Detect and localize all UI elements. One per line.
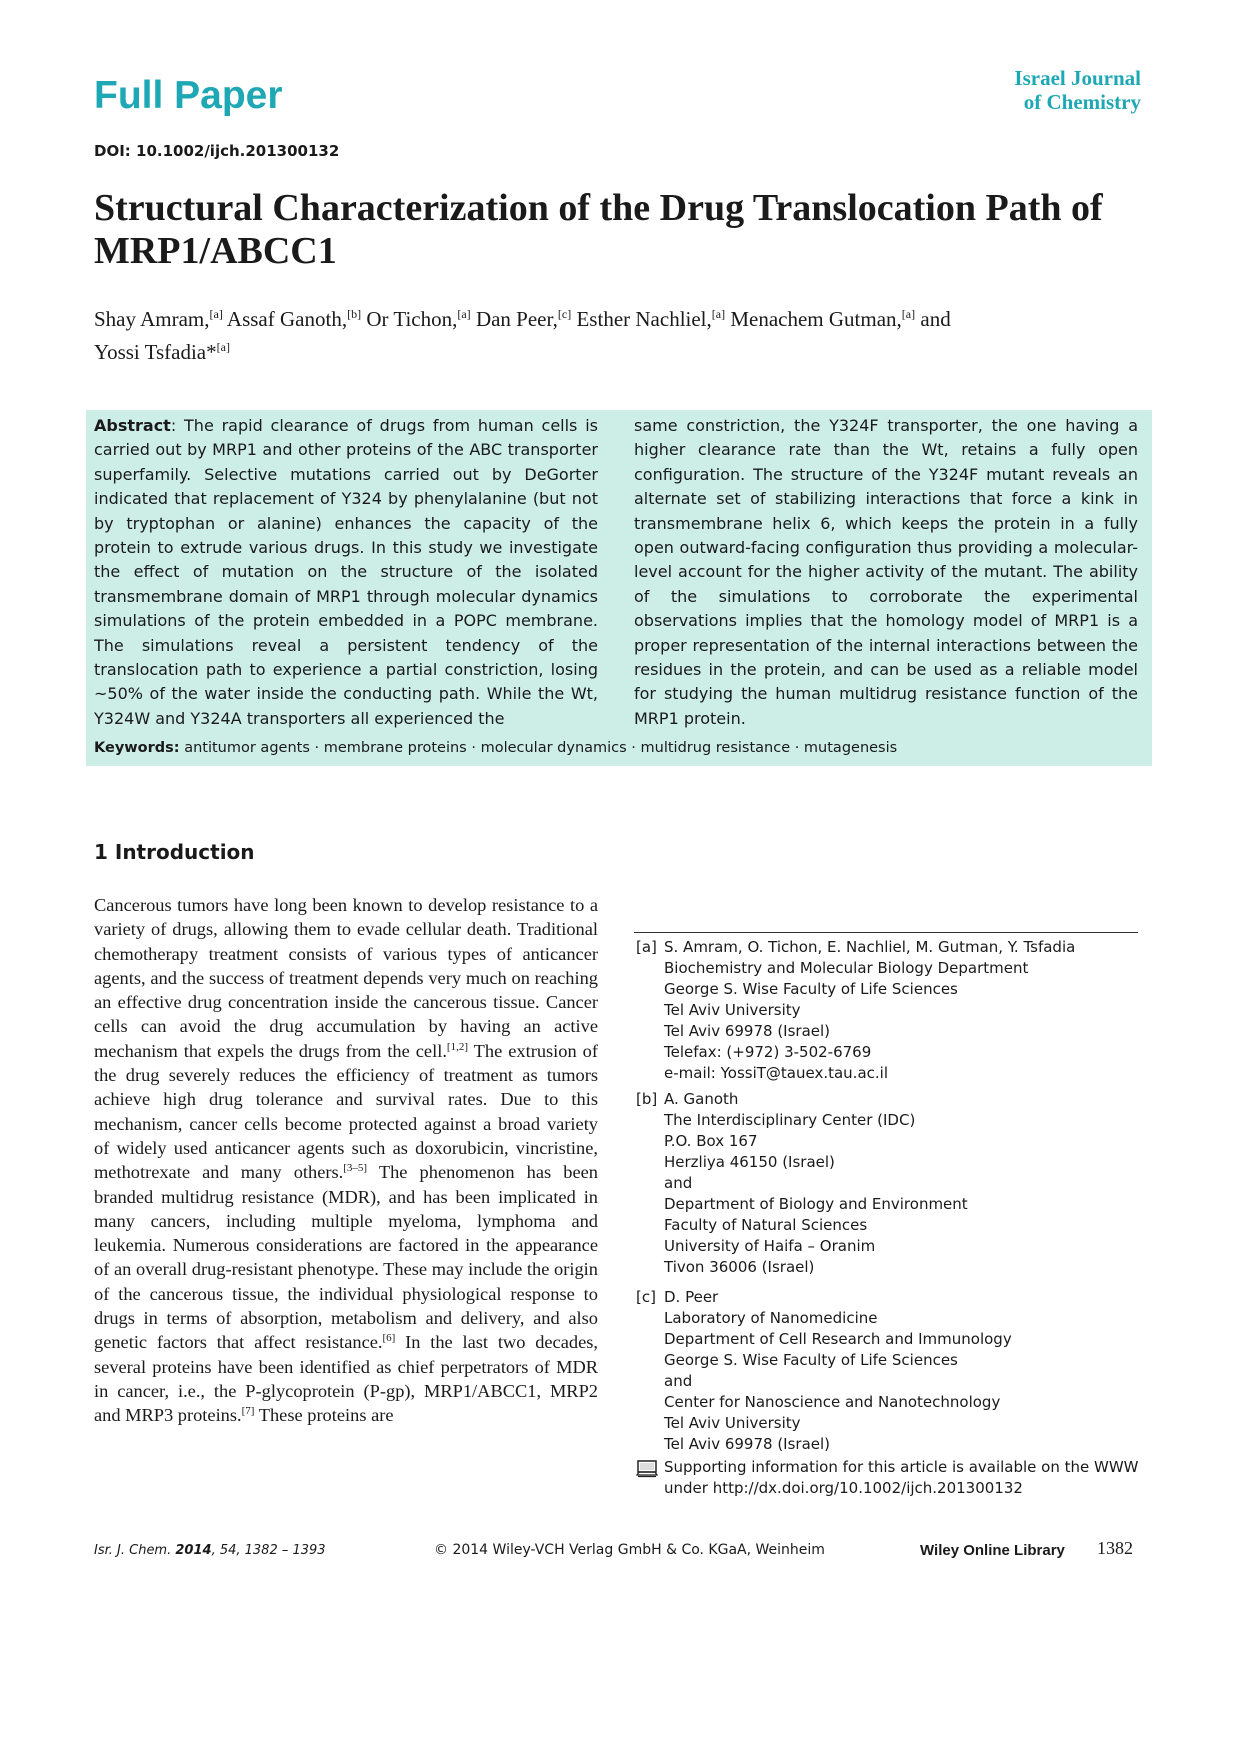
affiliation-marker: [a] (457, 307, 471, 321)
keywords-list: antitumor agents · membrane proteins · molecular dynamics · multidrug resistance · mutagenesis (179, 740, 898, 756)
affiliation-line: P.O. Box 167 (664, 1132, 758, 1150)
affiliation-marker: [c] (557, 307, 572, 321)
author-conjunction: and (915, 307, 951, 331)
affiliation-line: Department of Biology and Environment (664, 1195, 968, 1213)
section-heading: 1 Introduction (94, 840, 255, 864)
affiliation-a (634, 937, 1144, 1084)
affiliation-divider (634, 932, 1138, 933)
affiliation-line: Tivon 36006 (Israel) (664, 1258, 815, 1276)
affiliation-line: Tel Aviv University (664, 1001, 801, 1019)
affiliation-line: and (664, 1372, 693, 1390)
author-name: Esther Nachliel, (571, 307, 712, 331)
citation-journal: Isr. J. Chem. (94, 1543, 176, 1558)
affiliation-line: Tel Aviv 69978 (Israel) (664, 1435, 831, 1453)
citation-volume-pages: , 54, 1382 – 1393 (211, 1543, 326, 1558)
author-name: Assaf Ganoth, (222, 307, 348, 331)
author-name: Shay Amram, (94, 307, 210, 331)
computer-icon (636, 1460, 658, 1484)
body-text: Cancerous tumors have long been known to develop resistance to a variety of drugs, allowing them to evade cellular death. Traditional chemotherapy treatment consists of various types of anticancer agents, and the success of treatment depends very much on reaching an effective drug concentration inside the cancerous tissue. Cancer cells can avoid the drug accumulation by having an active mechanism that expels the drugs from the cell. (94, 895, 598, 1061)
affiliation-tag: [c] (636, 1288, 656, 1306)
affiliation-line: A. Ganoth (664, 1090, 739, 1108)
author-name: Menachem Gutman, (725, 307, 902, 331)
affiliation-tag: [a] (636, 938, 657, 956)
affiliation-line: Department of Cell Research and Immunology (664, 1330, 1012, 1348)
affiliation-tag: [b] (636, 1090, 658, 1108)
affiliation-b (634, 1089, 1144, 1278)
affiliation-line: Faculty of Natural Sciences (664, 1216, 868, 1234)
supporting-information-note (634, 1457, 1144, 1499)
affiliation-line: and (664, 1174, 693, 1192)
footer-copyright: © 2014 Wiley-VCH Verlag GmbH & Co. KGaA, Weinheim (434, 1542, 825, 1558)
affiliation-line: Biochemistry and Molecular Biology Department (664, 959, 1029, 977)
affiliation-line: Tel Aviv University (664, 1414, 801, 1432)
body-text: These proteins are (254, 1405, 394, 1426)
page-number: 1382 (1097, 1538, 1133, 1558)
doi[interactable]: DOI: 10.1002/ijch.201300132 (94, 142, 340, 160)
affiliation-line: Herzliya 46150 (Israel) (664, 1153, 835, 1171)
journal-name-line2: of Chemistry (1023, 90, 1141, 114)
affiliation-line: Telefax: (+972) 3-502-6769 (664, 1043, 872, 1061)
abstract-column-right: same constriction, the Y324F transporter, the one having a higher clearance rate than the Wt, retains a fully open configuration. The structure of the Y324F mutant reveals an alternate set of stabilizing interactions that force a kink in transmembrane helix 6, which keeps the protein in a fully open outward-facing configuration thus providing a molecular-level account for the higher activity of the mutant. The ability of the simulations to corroborate the experimental observations implies that the homology model of MRP1 is a proper representation of the internal interactions between the residues in the protein, and can be used as a reliable model for studying the human multidrug resistance function of the MRP1 protein. (634, 416, 1138, 728)
affiliation-line: George S. Wise Faculty of Life Sciences (664, 980, 958, 998)
citation-ref[interactable]: [1,2] (446, 1040, 468, 1053)
journal-name-line1: Israel Journal (1014, 66, 1141, 90)
author-name: Or Tichon, (361, 307, 458, 331)
keywords (94, 740, 897, 756)
author-name: Yossi Tsfadia* (94, 340, 217, 364)
email-link[interactable]: e-mail: YossiT@tauex.tau.ac.il (664, 1064, 888, 1082)
affiliation-marker: [a] (209, 307, 223, 321)
author-list (94, 300, 1154, 366)
affiliation-line: University of Haifa – Oranim (664, 1237, 876, 1255)
wiley-online-library-logo[interactable]: Wiley Online Library (920, 1542, 1065, 1559)
article-title: Structural Characterization of the Drug Translocation Path of MRP1/ABCC1 (94, 187, 1103, 272)
abstract-column-left (94, 414, 598, 731)
affiliation-line: S. Amram, O. Tichon, E. Nachliel, M. Gutman, Y. Tsfadia (664, 938, 1076, 956)
body-text: The phenomenon has been branded multidrug resistance (MDR), and has been implicated in many cancers, including multiple myeloma, lymphoma and leukemia. Numerous considerations are factored in the appearance of an overall drug-resistant phenotype. These may include the origin of the cancerous tissue, the individual physiological response to drugs in terms of absorption, metabolism and delivery, and also genetic factors that affect resistance. (94, 1162, 598, 1353)
introduction-paragraph (94, 893, 598, 1428)
affiliation-c (634, 1287, 1144, 1455)
affiliation-marker: [a] (216, 340, 230, 354)
affiliation-marker: [a] (901, 307, 916, 321)
affiliation-line: The Interdisciplinary Center (IDC) (664, 1111, 916, 1129)
footer-citation (94, 1543, 326, 1558)
citation-ref[interactable]: [7] (241, 1405, 255, 1418)
citation-year: 2014 (175, 1543, 212, 1558)
support-line: Supporting information for this article is available on the WWW (664, 1458, 1139, 1476)
journal-name (941, 66, 1141, 114)
affiliation-line: D. Peer (664, 1288, 719, 1306)
body-text: The extrusion of the drug severely reduces the efficiency of treatment as tumors achieve high drug tolerance and survival rates. Due to this mechanism, cancer cells become protected against a broad variety of widely used anticancer agents such as doxorubicin, vincristine, methotrexate and many others. (94, 1040, 598, 1183)
abstract-label: Abstract (94, 416, 171, 435)
keywords-label: Keywords: (94, 740, 180, 756)
affiliation-marker: [b] (347, 307, 362, 321)
section-label: Full Paper (94, 74, 283, 117)
affiliation-line: Laboratory of Nanomedicine (664, 1309, 878, 1327)
citation-ref[interactable]: [6] (382, 1332, 396, 1345)
affiliation-marker: [a] (711, 307, 726, 321)
affiliation-line: George S. Wise Faculty of Life Sciences (664, 1351, 958, 1369)
citation-ref[interactable]: [3–5] (343, 1162, 368, 1175)
affiliation-line: Center for Nanoscience and Nanotechnology (664, 1393, 1001, 1411)
author-name: Dan Peer, (470, 307, 558, 331)
support-link[interactable]: under http://dx.doi.org/10.1002/ijch.201300132 (664, 1479, 1023, 1497)
body-text: In the last two decades, several proteins have been identified as chief perpetrators of MDR in cancer, i.e., the P-glycoprotein (P-gp), MRP1/ABCC1, MRP2 and MRP3 proteins. (94, 1332, 598, 1426)
abstract-text-left: : The rapid clearance of drugs from human cells is carried out by MRP1 and other proteins of the ABC transporter superfamily. Selective mutations carried out by DeGorter indicated that replacement of Y324 by phenylalanine (but not by tryptophan or alanine) enhances the capacity of the protein to extrude various drugs. In this study we investigate the effect of mutation on the structure of the isolated transmembrane domain of MRP1 through molecular dynamics simulations of the protein embedded in a POPC membrane. The simulations reveal a persistent tendency of the translocation path to experience a partial constriction, losing ~50% of the water inside the conducting path. While the Wt, Y324W and Y324A transporters all experienced the (94, 416, 598, 728)
affiliation-line: Tel Aviv 69978 (Israel) (664, 1022, 831, 1040)
